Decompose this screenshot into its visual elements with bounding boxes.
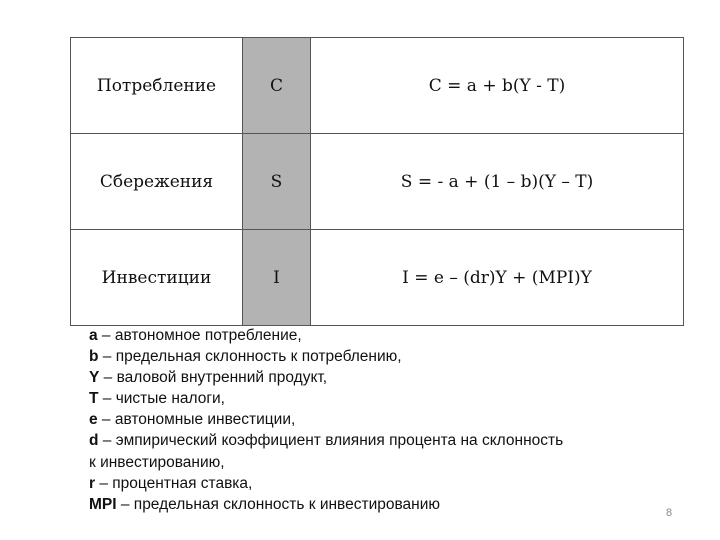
legend-item [89,473,679,494]
legend-term: T [89,390,99,408]
formula-table [70,37,684,326]
legend-item [89,430,679,451]
legend-term: a [89,327,98,344]
row-symbol: I [243,230,311,326]
row-formula: I = e – (dr)Y + (MPI)Y [311,230,684,326]
table-row [71,134,684,230]
legend-description: – процентная ставка, [95,474,253,492]
legend-item [89,494,679,515]
legend-description: – эмпирический коэффициент влияния процента на склонность [98,432,564,450]
row-name: Потребление [71,38,243,134]
legend-description: – автономное потребление, [97,327,302,344]
legend-description: – предельная склонность к инвестированию [116,495,441,513]
legend-description: к инвестированию, [89,453,225,471]
legend-term: e [89,411,98,429]
legend-item [89,325,679,346]
legend-item [89,367,679,388]
row-formula: S = - a + (1 – b)(Y – T) [311,134,684,230]
legend-term: MPI [89,495,117,513]
legend-description: – предельная склонность к потреблению, [98,348,402,366]
legend-item [89,409,679,430]
legend-item [89,346,679,367]
table-row [71,38,684,134]
row-name: Инвестиции [71,230,243,326]
legend-item [89,452,679,473]
legend-description: – автономные инвестиции, [97,411,296,429]
row-name: Сбережения [71,134,243,230]
row-formula: C = a + b(Y - T) [311,38,684,134]
legend-term: d [89,432,99,450]
legend-term: Y [89,369,100,387]
page-number: 8 [666,507,673,519]
legend-description: – валовой внутренний продукт, [99,369,328,387]
row-symbol: S [243,134,311,230]
variable-legend [89,325,679,515]
legend-item [89,388,679,409]
legend-term: r [89,474,96,492]
row-symbol: C [243,38,311,134]
legend-description: – чистые налоги, [98,390,225,408]
legend-term: b [89,348,99,366]
table-row [71,230,684,326]
